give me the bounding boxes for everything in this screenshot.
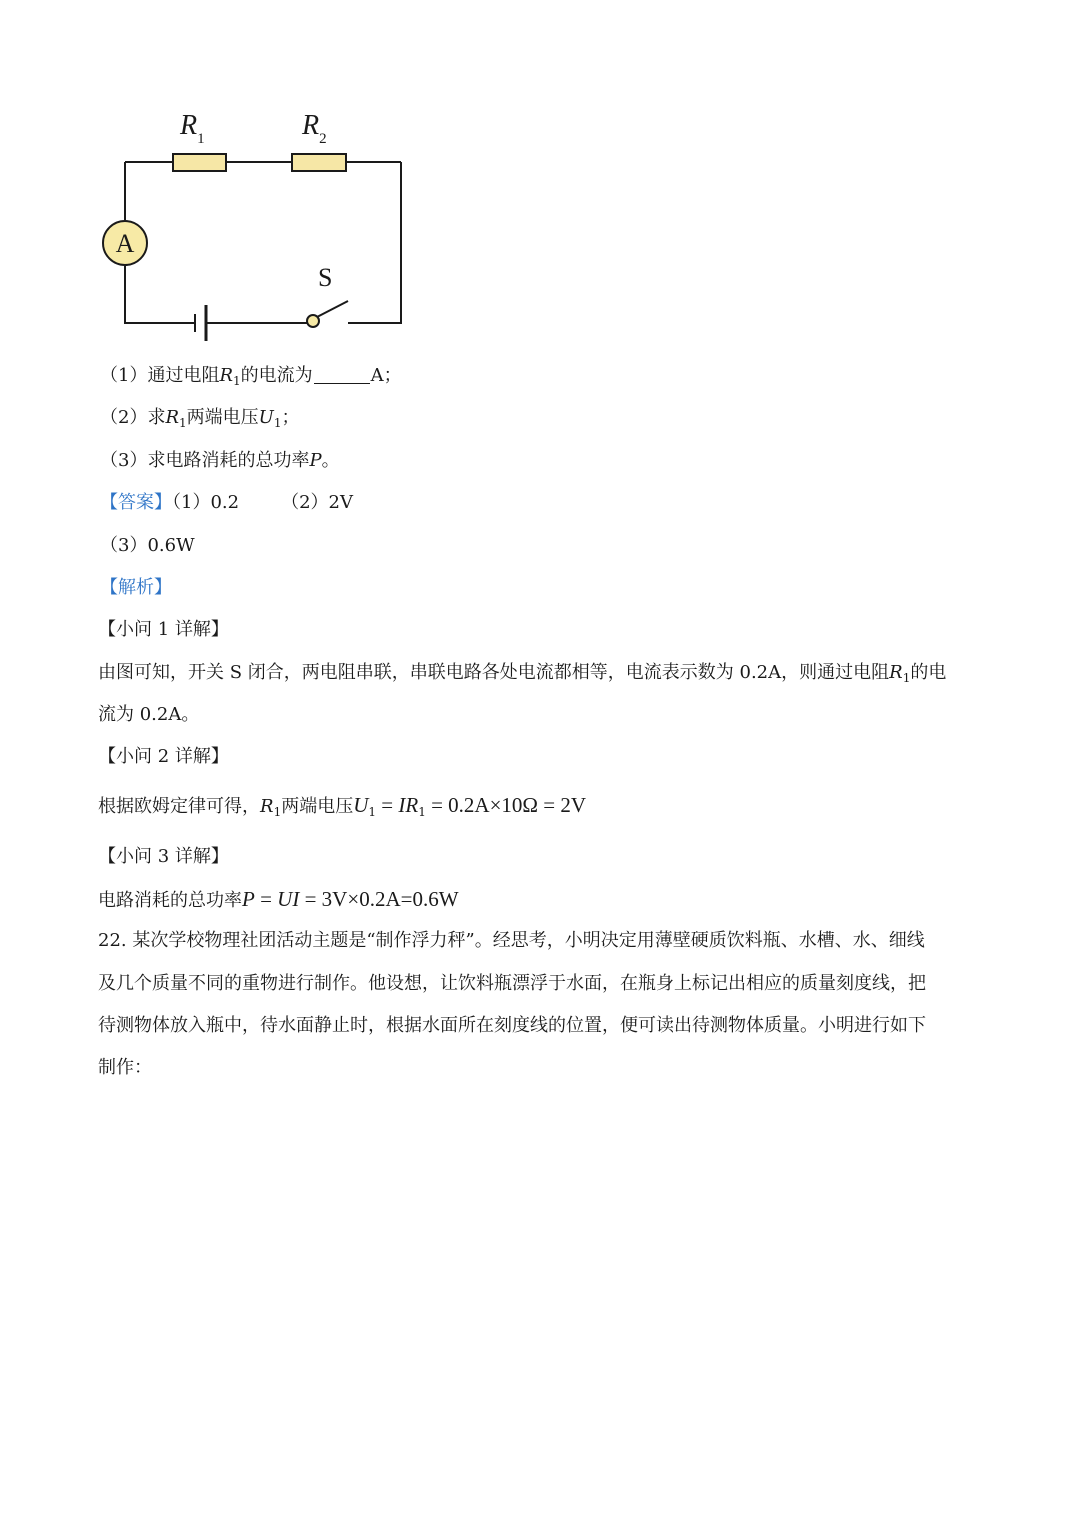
question-3: （3）求电路消耗的总功率P。 [100,450,340,471]
wire-right [348,162,401,323]
detail-3-line: 电路消耗的总功率P = UI = 3V×0.2A=0.6W [98,887,459,911]
answer-tag: 【答案】 [100,492,172,513]
detail-3-heading: 【小问 3 详解】 [98,846,229,867]
detail-1-heading: 【小问 1 详解】 [98,619,229,640]
analysis-tag: 【解析】 [100,577,172,598]
switch-label: S [318,263,333,292]
answer-line: 【答案】（1）0.2 （2）2V [100,492,353,513]
question-2: （2）求$R_1$两端电压$U_1$； [100,407,300,430]
resistor-r1 [173,154,226,171]
ammeter-label: A [115,229,135,258]
detail-1-line-2: 流为 0.2A。 [98,704,200,725]
question-1: （1）通过电阻$R_1$的电流为 A； [100,365,402,388]
detail-2-heading: 【小问 2 详解】 [98,746,229,767]
answer-line-3: （3）0.6W [100,535,195,556]
battery [195,305,206,341]
r2-label: $R_2$ [302,110,327,147]
problem-22-line-1: 22. 某次学校物理社团活动主题是“制作浮力秤”。经思考，小明决定用薄壁硬质饮料瓶、水槽、水、细线 [98,930,925,951]
answer-blank[interactable] [314,366,370,384]
problem-22-line-2: 及几个质量不同的重物进行制作。他设想，让饮料瓶漂浮于水面，在瓶身上标记出相应的质量刻度线，把 [98,973,926,994]
problem-22-line-4: 制作： [98,1057,152,1078]
problem-22-line-3: 待测物体放入瓶中，待水面静止时，根据水面所在刻度线的位置，便可读出待测物体质量。小明进行如下 [98,1015,926,1036]
detail-1-line-1: 由图可知，开关 S 闭合，两电阻串联，串联电路各处电流都相等，电流表示数为 0.2A，则通过电阻$R_1$的电 [98,662,947,685]
r1-label: $R_1$ [180,110,205,147]
resistor-r2 [292,154,346,171]
detail-2-line: 根据欧姆定律可得，$R_1$两端电压$U_1 = IR_1 = 0.2A\times 10\Omega = 2V$ [98,793,587,819]
formula-u1: U [353,793,369,817]
circuit-diagram [0,0,1080,350]
switch [307,301,348,327]
